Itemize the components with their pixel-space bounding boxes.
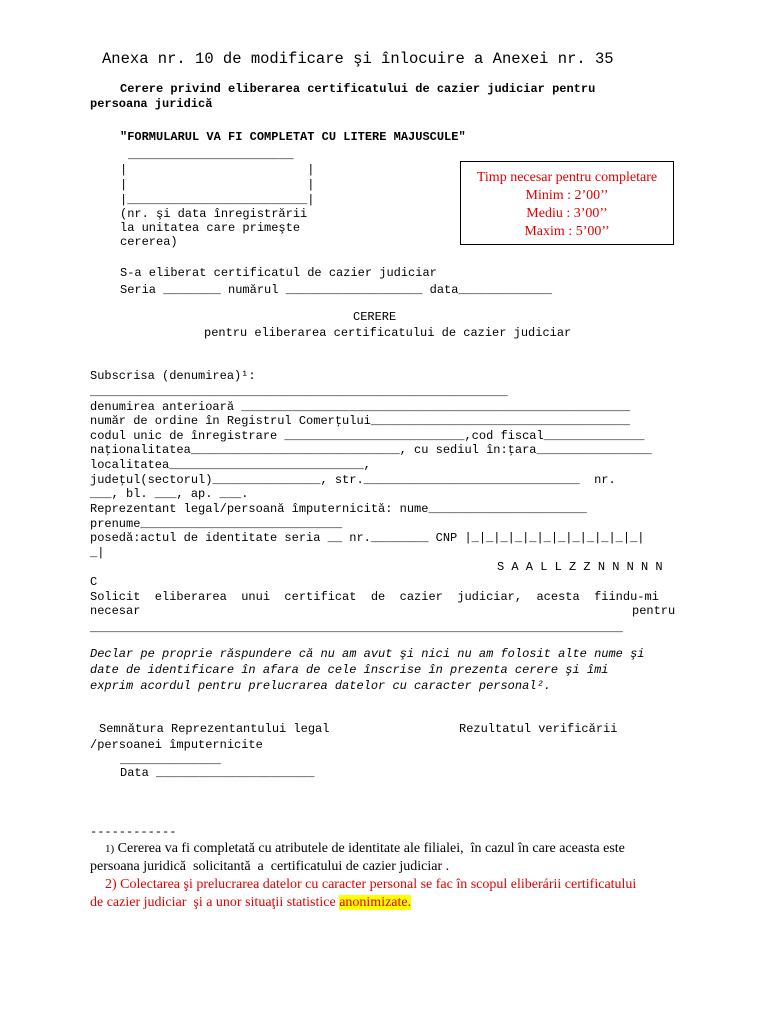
time-avg: Mediu : 3’00’’	[526, 206, 608, 221]
form-line: Reprezentant legal/persoană împuternicită: nume______________________	[90, 502, 587, 516]
form-line: judeţul(sectorul)_______________, str.______________________________ nr.	[90, 473, 616, 487]
registration-caption: (nr. şi data înregistrării	[120, 207, 308, 221]
footnote-1-number: 1)	[105, 843, 115, 855]
form-line: __________________________________________________________	[90, 385, 508, 399]
declaration-line: date de identificare în afara de cele înscrise în prezenta cerere şi îmi	[90, 663, 609, 677]
solicit-line-2b: pentru	[632, 604, 676, 618]
cerere-subtitle: pentru eliberarea certificatului de cazier judiciar	[204, 326, 572, 340]
registration-box-bottom: |_________________________|	[120, 193, 315, 207]
issued-line-2: Seria ________ numărul ___________________ data_____________	[120, 283, 553, 297]
signature-label: Semnătura Reprezentantului legal	[99, 722, 330, 736]
footnote-2-line-1: 2) Colectarea şi prelucrarea datelor cu caracter personal se fac în scopul eliberárii certificatului	[105, 877, 637, 892]
registration-caption: cererea)	[120, 235, 178, 249]
form-line: prenume____________________________	[90, 517, 343, 531]
footnote-2-line-2	[90, 894, 411, 912]
form-line: localitatea___________________________,	[90, 458, 371, 472]
date-line: Data ______________________	[120, 766, 315, 780]
annex-title: Anexa nr. 10 de modificare şi înlocuire a Anexei nr. 35	[102, 50, 614, 68]
instruction-text: "FORMULARUL VA FI COMPLETAT CU LITERE MAJUSCULE"	[120, 130, 466, 144]
form-line: ___, bl. ___, ap. ___.	[90, 487, 249, 501]
form-line: posedă:actul de identitate seria __ nr.________ CNP |_|_|_|_|_|_|_|_|_|_|_|_|	[90, 531, 645, 545]
doc-title-line-1: Cerere privind eliberarea certificatului de cazier judiciar pentru	[120, 82, 596, 96]
registration-caption: la unitatea care primeşte	[120, 221, 301, 235]
time-min: Minim : 2’00’’	[525, 188, 609, 203]
doc-title-line-2: persoana juridică	[90, 97, 213, 111]
issued-line-1: S-a eliberat certificatul de cazier judiciar	[120, 266, 437, 280]
solicit-line-3: __________________________________________________________________________	[90, 621, 623, 635]
time-max: Maxim : 5’00’’	[524, 224, 610, 239]
footnote-2-text: de cazier judiciar şi a unor situaţii statistice	[90, 895, 340, 910]
signature-line: ______________	[120, 753, 221, 767]
cerere-title: CERERE	[353, 310, 397, 324]
form-line: naţionalitatea_____________________________, cu sediul în:ţara________________	[90, 443, 652, 457]
subscrisa-label: Subscrisa (denumirea)¹:	[90, 369, 256, 383]
form-line: număr de ordine în Registrul Comerţului____________________________________	[90, 414, 631, 428]
solicit-line-2a: necesar	[90, 604, 141, 618]
footnote-1-text: Cererea va fi completată cu atributele de identitate ale filialei, în cazul în care aceasta este	[114, 841, 625, 856]
signature-label-2: /persoanei împuternicite	[90, 738, 263, 752]
time-required-box	[460, 161, 674, 245]
verification-result-label: Rezultatul verificării	[459, 722, 618, 736]
registration-box-row: | |	[120, 163, 315, 177]
form-line: C	[90, 575, 98, 589]
footnote-1-line-1	[105, 840, 625, 858]
registration-box-top: _______________________	[128, 148, 294, 162]
footnote-1-line-2: persoana juridică solicitantă a certificatului de cazier judiciar .	[90, 859, 450, 874]
form-line: _|	[90, 546, 105, 560]
highlighted-word: anonimizate.	[339, 895, 412, 910]
time-box-title: Timp necesar pentru completare	[476, 170, 658, 185]
form-line: denumirea anterioară ______________________________________________________	[90, 400, 631, 414]
footnote-separator: ------------	[90, 825, 177, 839]
declaration-line: exprim acordul pentru prelucrarea datelor cu caracter personal².	[90, 679, 551, 693]
form-line: codul unic de înregistrare _________________________,cod fiscal______________	[90, 429, 645, 443]
registration-box-row: | |	[120, 178, 315, 192]
declaration-line: Declar pe proprie răspundere că nu am avut şi nici nu am folosit alte nume şi	[90, 647, 645, 661]
solicit-line-1: Solicit eliberarea unui certificat de cazier judiciar, acesta fiindu-mi	[90, 590, 659, 604]
cnp-legend: S A A L L Z Z N N N N N	[497, 560, 663, 574]
